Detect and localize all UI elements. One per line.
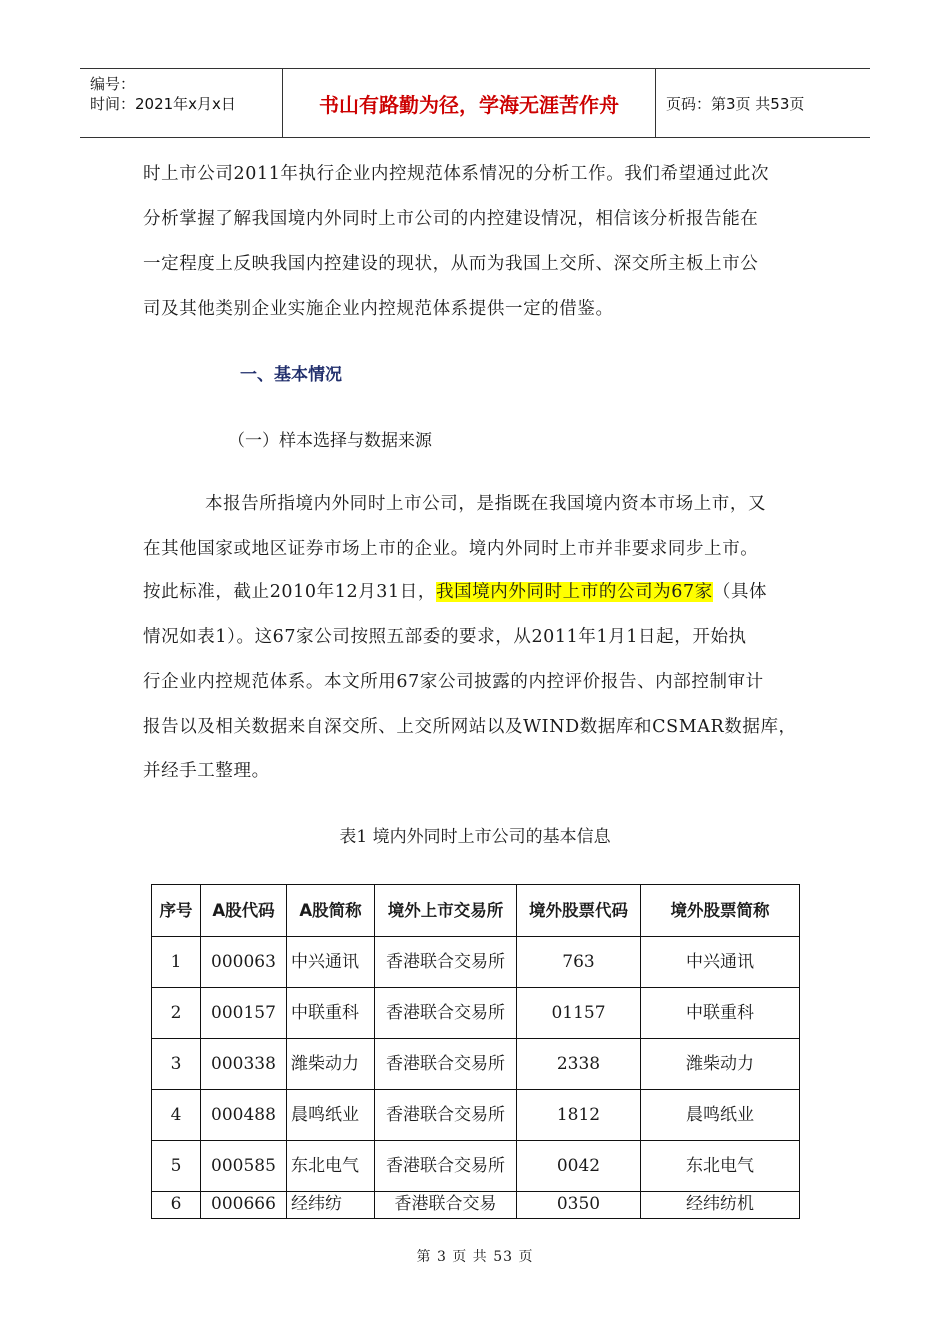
header-page-info: 页码：第3页 共53页 bbox=[666, 94, 805, 113]
cell-foreign-code: 763 bbox=[517, 937, 641, 988]
cell-a-code: 000488 bbox=[201, 1090, 287, 1141]
cell-foreign-name: 潍柴动力 bbox=[641, 1039, 800, 1090]
intro-line-1: 时上市公司2011年执行企业内控规范体系情况的分析工作。我们希望通过此次 bbox=[143, 164, 770, 184]
highlighted-text: 我国境内外同时上市的公司为67家 bbox=[435, 582, 713, 602]
table-row bbox=[152, 988, 800, 1039]
header-a-name: A股简称 bbox=[287, 885, 375, 937]
header-a-code: A股代码 bbox=[201, 885, 287, 937]
cell-seq: 5 bbox=[152, 1141, 201, 1192]
cell-a-code: 000666 bbox=[201, 1192, 287, 1219]
body-line-1: 本报告所指境内外同时上市公司，是指既在我国境内资本市场上市，又 bbox=[205, 494, 767, 514]
intro-line-4: 司及其他类别企业实施企业内控规范体系提供一定的借鉴。 bbox=[143, 299, 614, 319]
cell-foreign-code: 01157 bbox=[517, 988, 641, 1039]
number-label: 编号： bbox=[90, 75, 136, 93]
body-line-5: 行企业内控规范体系。本文所用67家公司披露的内控评价报告、内部控制审计 bbox=[143, 672, 764, 692]
cell-foreign-name: 中联重科 bbox=[641, 988, 800, 1039]
body-line-6: 报告以及相关数据来自深交所、上交所网站以及WIND数据库和CSMAR数据库， bbox=[143, 717, 797, 737]
table-header-row bbox=[152, 885, 800, 937]
cell-foreign-name: 晨鸣纸业 bbox=[641, 1090, 800, 1141]
body-line-2: 在其他国家或地区证券市场上市的企业。境内外同时上市并非要求同步上市。 bbox=[143, 539, 759, 559]
cell-exchange: 香港联合交易 bbox=[375, 1192, 517, 1219]
cell-seq: 4 bbox=[152, 1090, 201, 1141]
section-title: 一、基本情况 bbox=[240, 365, 342, 385]
cell-a-code: 000157 bbox=[201, 988, 287, 1039]
header-seq: 序号 bbox=[152, 885, 201, 937]
cell-exchange: 香港联合交易所 bbox=[375, 1039, 517, 1090]
page-footer: 第 3 页 共 53 页 bbox=[416, 1249, 534, 1265]
cell-a-name: 中联重科 bbox=[287, 988, 375, 1039]
table-row bbox=[152, 937, 800, 988]
cell-foreign-code: 0350 bbox=[517, 1192, 641, 1219]
header-exchange: 境外上市交易所 bbox=[375, 885, 517, 937]
body-line-3-pre: 按此标准，截止2010年12月31日， bbox=[143, 582, 436, 602]
cell-seq: 1 bbox=[152, 937, 201, 988]
cell-seq: 3 bbox=[152, 1039, 201, 1090]
cell-a-code: 000063 bbox=[201, 937, 287, 988]
cell-exchange: 香港联合交易所 bbox=[375, 1141, 517, 1192]
time-label: 时间：2021年x月x日 bbox=[90, 95, 236, 113]
cell-foreign-code: 1812 bbox=[517, 1090, 641, 1141]
cell-seq: 2 bbox=[152, 988, 201, 1039]
cell-exchange: 香港联合交易所 bbox=[375, 937, 517, 988]
table-caption: 表1 境内外同时上市公司的基本信息 bbox=[339, 827, 611, 847]
cell-a-code: 000338 bbox=[201, 1039, 287, 1090]
header-foreign-name: 境外股票简称 bbox=[641, 885, 800, 937]
intro-line-3: 一定程度上反映我国内控建设的现状，从而为我国上交所、深交所主板上市公 bbox=[143, 254, 759, 274]
page-header bbox=[80, 68, 870, 138]
body-line-3 bbox=[143, 578, 767, 603]
cell-foreign-code: 0042 bbox=[517, 1141, 641, 1192]
cell-foreign-name: 经纬纺机 bbox=[641, 1192, 800, 1219]
body-line-4: 情况如表1）。这67家公司按照五部委的要求，从2011年1月1日起，开始执 bbox=[143, 627, 747, 647]
cell-a-name: 晨鸣纸业 bbox=[287, 1090, 375, 1141]
table-row bbox=[152, 1039, 800, 1090]
header-meta bbox=[80, 69, 283, 137]
cell-a-name: 东北电气 bbox=[287, 1141, 375, 1192]
table-row bbox=[152, 1090, 800, 1141]
table-row bbox=[152, 1141, 800, 1192]
intro-line-2: 分析掌握了解我国境内外同时上市公司的内控建设情况，相信该分析报告能在 bbox=[143, 209, 759, 229]
body-line-7: 并经手工整理。 bbox=[143, 761, 270, 781]
body-line-3-post: （具体 bbox=[712, 582, 768, 602]
header-motto: 书山有路勤为径，学海无涯苦作舟 bbox=[283, 69, 656, 137]
cell-exchange: 香港联合交易所 bbox=[375, 988, 517, 1039]
cell-a-code: 000585 bbox=[201, 1141, 287, 1192]
cell-foreign-name: 中兴通讯 bbox=[641, 937, 800, 988]
subsection-title: （一）样本选择与数据来源 bbox=[228, 431, 432, 451]
cell-exchange: 香港联合交易所 bbox=[375, 1090, 517, 1141]
cell-seq: 6 bbox=[152, 1192, 201, 1219]
cell-a-name: 潍柴动力 bbox=[287, 1039, 375, 1090]
header-foreign-code: 境外股票代码 bbox=[517, 885, 641, 937]
cell-foreign-code: 2338 bbox=[517, 1039, 641, 1090]
cell-foreign-name: 东北电气 bbox=[641, 1141, 800, 1192]
cell-a-name: 中兴通讯 bbox=[287, 937, 375, 988]
listing-table bbox=[151, 884, 800, 1219]
cell-a-name: 经纬纺 bbox=[287, 1192, 375, 1219]
table-row bbox=[152, 1192, 800, 1219]
